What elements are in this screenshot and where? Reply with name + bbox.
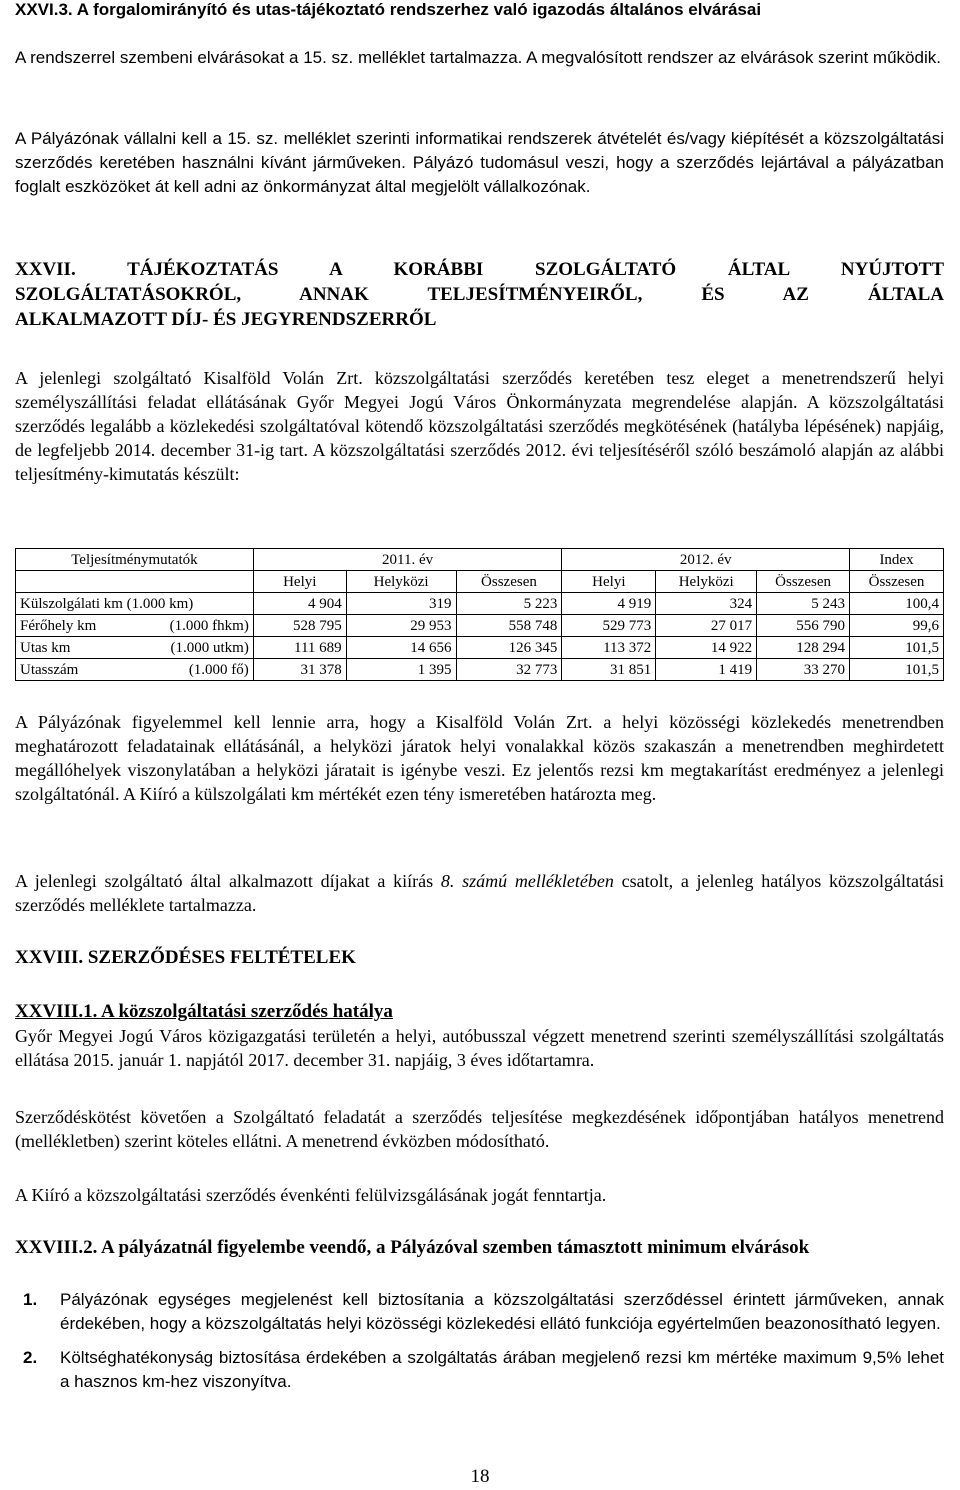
paragraph-xxviii-1: Győr Megyei Jogú Város közigazgatási területén a helyi, autóbusszal végzett menetrend szerinti személyszállítási szolgáltatás ellátása 2015. január 1. napjától 2017. december 31. napjáig, 3 éves időtartamra. <box>15 1026 944 1070</box>
table-cell: 324 <box>656 593 757 615</box>
paragraph-xxvii-3 <box>15 869 944 917</box>
header-cell: Összesen <box>456 571 562 593</box>
table-cell: 32 773 <box>456 659 562 681</box>
paragraph-text: A jelenlegi szolgáltató által alkalmazott díjakat a kiírás <box>15 871 441 891</box>
table-cell: 556 790 <box>757 615 850 637</box>
table-cell: 529 773 <box>562 615 656 637</box>
table-cell: 14 922 <box>656 637 757 659</box>
table-row <box>16 637 944 659</box>
paragraph-xxviii-2: Szerződéskötést követően a Szolgáltató feladatát a szerződés teljesítése megkezdésének időpontjában hatályos menetrend (mellékletben) szerint köteles ellátni. A menetrend évközben módosítható. <box>15 1107 944 1151</box>
table-cell: 319 <box>346 593 456 615</box>
table-cell: 111 689 <box>253 637 346 659</box>
paragraph-text: csatolt, a jelenleg hatályos közszolgáltatási szerződés melléklete tartalmazza. <box>15 871 944 915</box>
table-cell: 528 795 <box>253 615 346 637</box>
row-name: Utasszám <box>20 661 79 678</box>
row-unit: (1.000 fhkm) <box>169 617 249 634</box>
header-cell: Összesen <box>850 571 944 593</box>
subsection-heading-xxviii-1: XXVIII.1. A közszolgáltatási szerződés hatálya <box>15 1001 393 1022</box>
table-cell: 5 243 <box>757 593 850 615</box>
table-cell: 1 419 <box>656 659 757 681</box>
header-cell: Összesen <box>757 571 850 593</box>
heading-line: ALKALMAZOTT DÍJ- ÉS JEGYRENDSZERRŐL <box>15 309 437 330</box>
table-cell: 33 270 <box>757 659 850 681</box>
table-row <box>16 615 944 637</box>
row-label <box>16 659 254 681</box>
row-label <box>16 593 254 615</box>
heading-line: SZOLGÁLTATÁSOKRÓL, ANNAK TELJESÍTMÉNYEIRŐL, ÉS AZ ÁLTALA <box>15 284 944 305</box>
list-item <box>15 1288 944 1336</box>
performance-table <box>15 548 944 681</box>
section-heading-xxviii: XXVIII. SZERZŐDÉSES FELTÉTELEK <box>15 947 356 968</box>
paragraph-xxviii-3: A Kiíró a közszolgáltatási szerződés évenkénti felülvizsgálásának jogát fenntartja. <box>15 1185 607 1205</box>
row-unit: (1.000 utkm) <box>170 639 249 656</box>
heading-line: XXVII. TÁJÉKOZTATÁS A KORÁBBI SZOLGÁLTATÓ ÁLTAL NYÚJTOTT <box>15 259 944 280</box>
list-number: 2. <box>23 1348 38 1367</box>
table-cell: 31 851 <box>562 659 656 681</box>
section-heading-xxvi-3: XXVI.3. A forgalomirányító és utas-tájékoztató rendszerhez való igazodás általános elvárásai <box>15 0 762 19</box>
table-cell: 126 345 <box>456 637 562 659</box>
table-cell: 99,6 <box>850 615 944 637</box>
row-name: Utas km <box>20 639 71 656</box>
header-cell: Helyi <box>562 571 656 593</box>
page-number: 18 <box>470 1466 490 1487</box>
row-name: Külszolgálati km (1.000 km) <box>20 595 194 612</box>
table-header-row <box>16 549 944 571</box>
paragraph-xxvii-1: A jelenlegi szolgáltató Kisalföld Volán Zrt. közszolgáltatási szerződés keretében tesz eleget a menetrendszerű helyi személyszállítási feladat ellátásának Győr Megyei Jogú Város Önkormányzata megrendelése alapján. A közszolgáltatási szerződés legalább a közlekedési szolgáltatóval kötendő közszolgáltatási szerződés megkötésének (hatályba lépésének) napjáig, de legfeljebb 2014. december 31-ig tart. A közszolgáltatási szerződés 2012. évi teljesítéséről szóló beszámoló alapján az alábbi teljesítmény-kimutatás készült: <box>15 368 944 484</box>
list-item <box>15 1346 944 1394</box>
table-cell: 113 372 <box>562 637 656 659</box>
table-cell: 100,4 <box>850 593 944 615</box>
list-text: Pályázónak egységes megjelenést kell biztosítania a közszolgáltatási szerződéssel érintett járműveken, annak érdekében, hogy a közszolgáltatás helyi közösségi közlekedési ellátó funkciója egyértelműen beazonosítható legyen. <box>60 1290 944 1333</box>
list-number: 1. <box>23 1290 38 1309</box>
table-cell: 128 294 <box>757 637 850 659</box>
table-cell: 558 748 <box>456 615 562 637</box>
table-cell: 1 395 <box>346 659 456 681</box>
annex-reference: 8. számú mellékletében <box>440 871 614 891</box>
row-name: Férőhely km <box>20 617 97 634</box>
header-cell: Helyközi <box>346 571 456 593</box>
table-cell: 31 378 <box>253 659 346 681</box>
section-heading-xxvii <box>15 257 944 332</box>
table-cell: 29 953 <box>346 615 456 637</box>
header-cell: Helyközi <box>656 571 757 593</box>
table-cell: 101,5 <box>850 659 944 681</box>
table-row <box>16 593 944 615</box>
header-cell <box>16 571 254 593</box>
row-label <box>16 637 254 659</box>
requirements-list <box>15 1288 944 1394</box>
table-cell: 5 223 <box>456 593 562 615</box>
header-cell: Teljesítménymutatók <box>16 549 254 571</box>
paragraph-xxvi-2: A Pályázónak vállalni kell a 15. sz. melléklet szerinti informatikai rendszerek átvételét és/vagy kiépítését a közszolgáltatási szerződés keretében használni kívánt járműveken. Pályázó tudomásul veszi, hogy a szerződés lejártával a pályázatban foglalt eszközöket át kell adni az önkormányzat által megjelölt vállalkozónak. <box>15 129 944 196</box>
list-text: Költséghatékonyság biztosítása érdekében a szolgáltatás árában megjelenő rezsi km mértéke maximum 9,5% lehet a hasznos km-hez viszonyítva. <box>60 1348 944 1391</box>
table-cell: 4 919 <box>562 593 656 615</box>
paragraph-xxvii-2: A Pályázónak figyelemmel kell lennie arra, hogy a Kisalföld Volán Zrt. a helyi közösségi közlekedés menetrendben meghatározott feladatainak ellátásánál, a helyközi járatok helyi vonalakkal közös szakaszán a menetrendben meghirdetett megállóhelyek viszonylatában a helyközi járatait is igénybe veszi. Ez jelentős rezsi km megtakarítást eredményez a jelenlegi szolgáltatónál. A Kiíró a külszolgálati km mértékét ezen tény ismeretében határozta meg. <box>15 712 944 804</box>
header-cell: Index <box>850 549 944 571</box>
table-cell: 101,5 <box>850 637 944 659</box>
paragraph-xxvi-1: A rendszerrel szembeni elvárásokat a 15. sz. melléklet tartalmazza. A megvalósított rendszer az elvárások szerint működik. <box>15 48 941 67</box>
table-cell: 14 656 <box>346 637 456 659</box>
table-cell: 27 017 <box>656 615 757 637</box>
header-cell: 2011. év <box>253 549 562 571</box>
performance-table-wrap <box>15 548 944 681</box>
header-cell: 2012. év <box>562 549 850 571</box>
table-subheader-row <box>16 571 944 593</box>
row-unit: (1.000 fő) <box>188 661 249 678</box>
table-row <box>16 659 944 681</box>
row-label <box>16 615 254 637</box>
header-cell: Helyi <box>253 571 346 593</box>
table-cell: 4 904 <box>253 593 346 615</box>
subsection-heading-xxviii-2: XXVIII.2. A pályázatnál figyelembe veendő, a Pályázóval szemben támasztott minimum elvárások <box>15 1237 810 1258</box>
